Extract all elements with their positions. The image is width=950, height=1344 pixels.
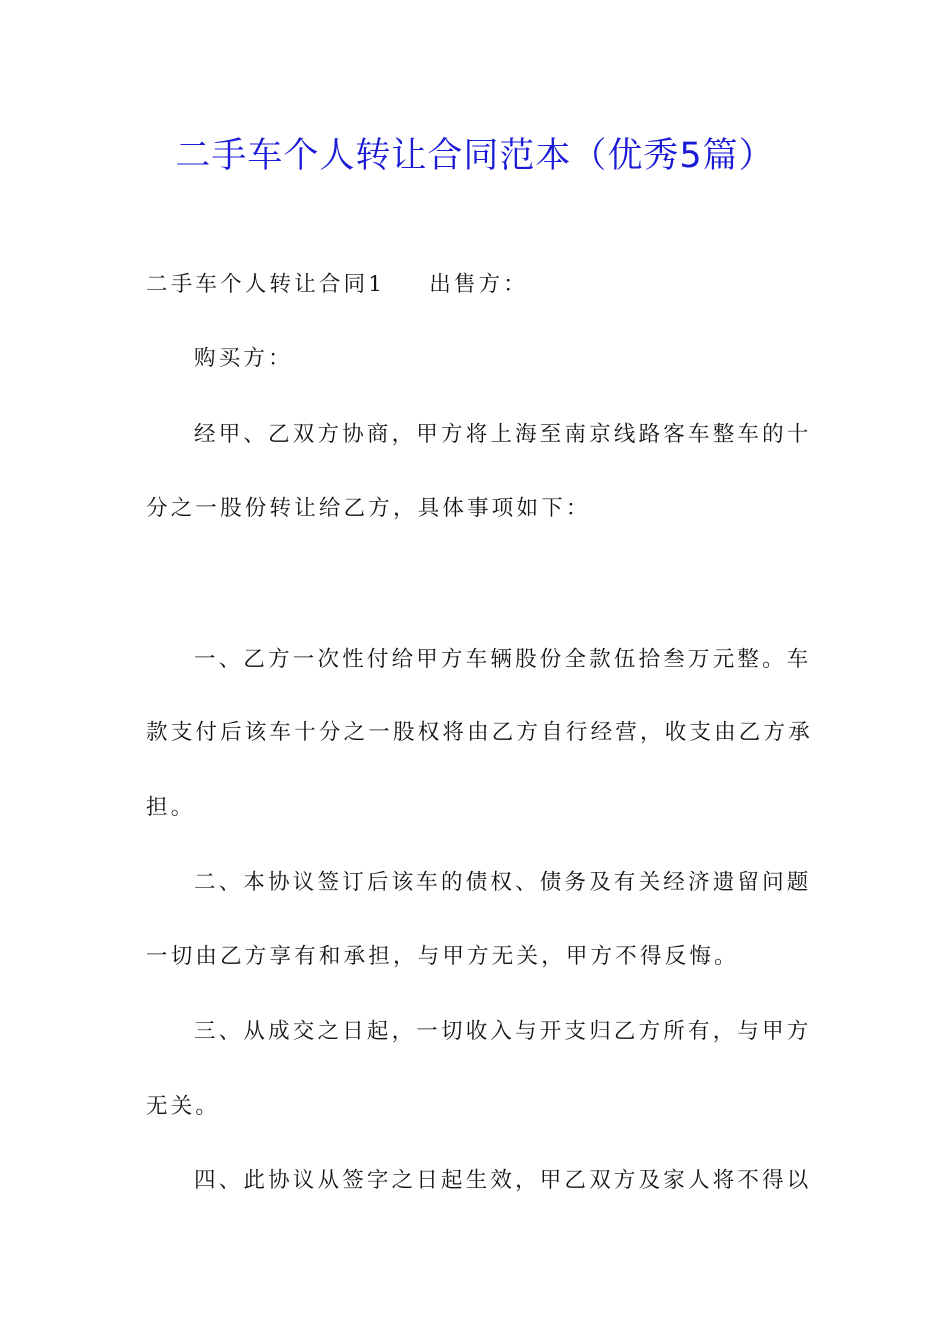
paragraph-line: 无关。 [146,1094,221,1119]
paragraph-line: 二、本协议签订后该车的债权、债务及有关经济遗留问题 [194,870,812,895]
paragraph-line: 三、从成交之日起，一切收入与开支归乙方所有，与甲方 [194,1019,812,1044]
paragraph-line: 一、乙方一次性付给甲方车辆股份全款伍拾叁万元整。车 [194,647,812,672]
paragraph-line: 分之一股份转让给乙方，具体事项如下： [146,496,591,521]
seller-label: 出售方： [429,272,528,297]
heading-line [146,270,528,300]
paragraph-line: 款支付后该车十分之一股权将由乙方自行经营，收支由乙方承 [146,720,813,745]
paragraph-line: 担。 [146,795,196,820]
paragraph-line: 一切由乙方享有和承担，与甲方无关，甲方不得反悔。 [146,944,739,969]
buyer-label: 购买方： [194,346,293,371]
document-title: 二手车个人转让合同范本（优秀5篇） [175,136,775,176]
paragraph-line: 经甲、乙双方协商，甲方将上海至南京线路客车整车的十 [194,422,812,447]
section-heading: 二手车个人转让合同1 [146,272,386,297]
paragraph-line: 四、此协议从签字之日起生效，甲乙双方及家人将不得以 [194,1168,812,1193]
